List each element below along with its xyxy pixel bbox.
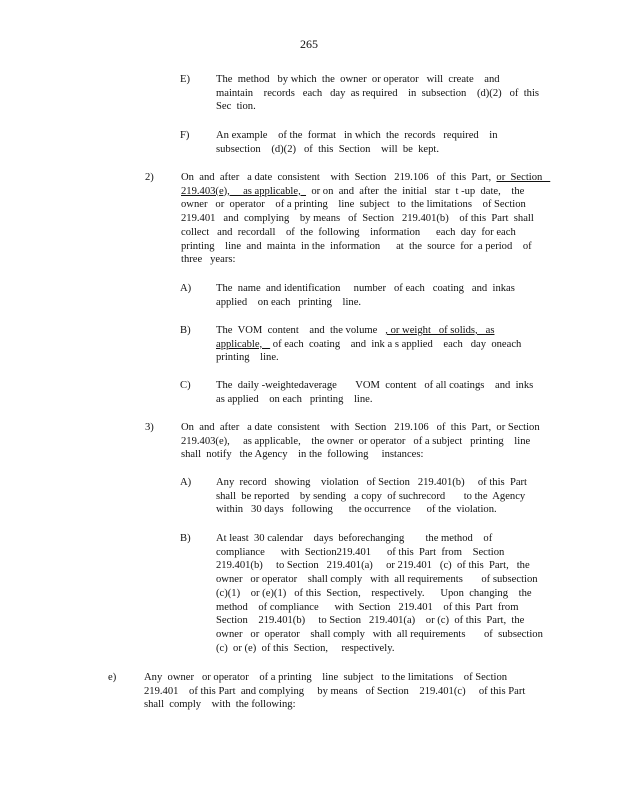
text-line: shall notify the Agency in the following instances:	[181, 449, 424, 461]
text-line: as applied on each printing line.	[216, 393, 373, 405]
text-line: Sec tion.	[216, 101, 256, 113]
item-label: A)	[180, 283, 192, 294]
text-line: (c) or (e) of this Section, respectively.	[216, 642, 395, 654]
text-line: Any record showing violation of Section 219.401(b) of this Part	[216, 477, 528, 488]
text-line: shall be reported by sending a copy of suchrecord to the Agency	[216, 490, 526, 502]
text-line: 219.401(b) to Section 219.401(a) or 219.401 (c) of this Part, the	[216, 560, 530, 572]
item-body	[216, 73, 539, 114]
item-body	[216, 282, 515, 309]
item-label: F)	[180, 130, 190, 141]
item-body	[216, 532, 543, 655]
text-line: (c)(1) or (e)(1) of this Section, respectively. Upon changing the	[216, 587, 532, 599]
text-line: On and after a date consistent with Section 219.106 of this Part, or Section	[181, 172, 551, 183]
item-label: 2)	[145, 172, 154, 183]
text-line: An example of the format in which the records required in	[216, 130, 498, 141]
text-line: owner or operator shall comply with all requirements of subsection	[216, 628, 543, 640]
item-body	[216, 476, 527, 517]
text-line: 219.401 and complying by means of Section 219.401(b) of this Part shall	[181, 213, 534, 225]
item-body	[144, 671, 525, 712]
text-line: shall comply with the following:	[144, 699, 296, 711]
text-line: Any owner or operator of a printing line subject to the limitations of Section	[144, 672, 508, 683]
text-line: compliance with Section219.401 of this Part from Section	[216, 546, 505, 558]
text-line: The daily -weightedaverage VOM content of all coatings and inks	[216, 380, 534, 391]
page-number: 265	[300, 37, 318, 51]
text-line: applicable, of each coating and ink a s applied each day oneach	[216, 338, 522, 350]
item-label: A)	[180, 477, 192, 488]
text-line: printing line and mainta in the information at the source for a period of	[181, 240, 532, 252]
text-line: 219.403(e), as applicable, or on and after the initial star t -up date, the	[181, 185, 525, 197]
item-label: e)	[108, 672, 117, 683]
text-line: printing line.	[216, 352, 279, 364]
text-line: owner or operator of a printing line subject to the limitations of Section	[181, 199, 526, 211]
text-line: applied on each printing line.	[216, 296, 362, 308]
item-label: B)	[180, 533, 191, 544]
item-label: 3)	[145, 422, 154, 433]
item-body	[216, 379, 533, 406]
text-line: The name and identification number of each coating and inkas	[216, 283, 515, 294]
item-label: E)	[180, 74, 190, 85]
item-body	[216, 324, 521, 365]
text-line: maintain records each day as required in subsection (d)(2) of this	[216, 87, 540, 99]
text-line: The method by which the owner or operator will create and	[216, 74, 500, 85]
item-body	[181, 421, 540, 462]
item-body	[216, 129, 498, 156]
text-line: At least 30 calendar days beforechanging the method of	[216, 533, 493, 544]
item-label: B)	[180, 325, 191, 336]
text-line: 219.401 of this Part and complying by means of Section 219.401(c) of this Part	[144, 685, 526, 697]
text-line: On and after a date consistent with Section 219.106 of this Part, or Section	[181, 422, 540, 433]
text-line: collect and recordall of the following information each day for each	[181, 226, 516, 238]
text-line: subsection (d)(2) of this Section will be kept.	[216, 143, 440, 155]
text-line: owner or operator shall comply with all requirements of subsection	[216, 574, 538, 586]
text-line: The VOM content and the volume , or weight of solids, as	[216, 325, 495, 336]
text-line: within 30 days following the occurrence of the violation.	[216, 504, 497, 516]
text-line: 219.403(e), as applicable, the owner or operator of a subject printing line	[181, 435, 531, 447]
item-label: C)	[180, 380, 191, 391]
item-body	[181, 171, 550, 267]
text-line: method of compliance with Section 219.401 of this Part from	[216, 601, 519, 613]
text-line: Section 219.401(b) to Section 219.401(a) or (c) of this Part, the	[216, 615, 525, 627]
text-line: three years:	[181, 254, 236, 266]
